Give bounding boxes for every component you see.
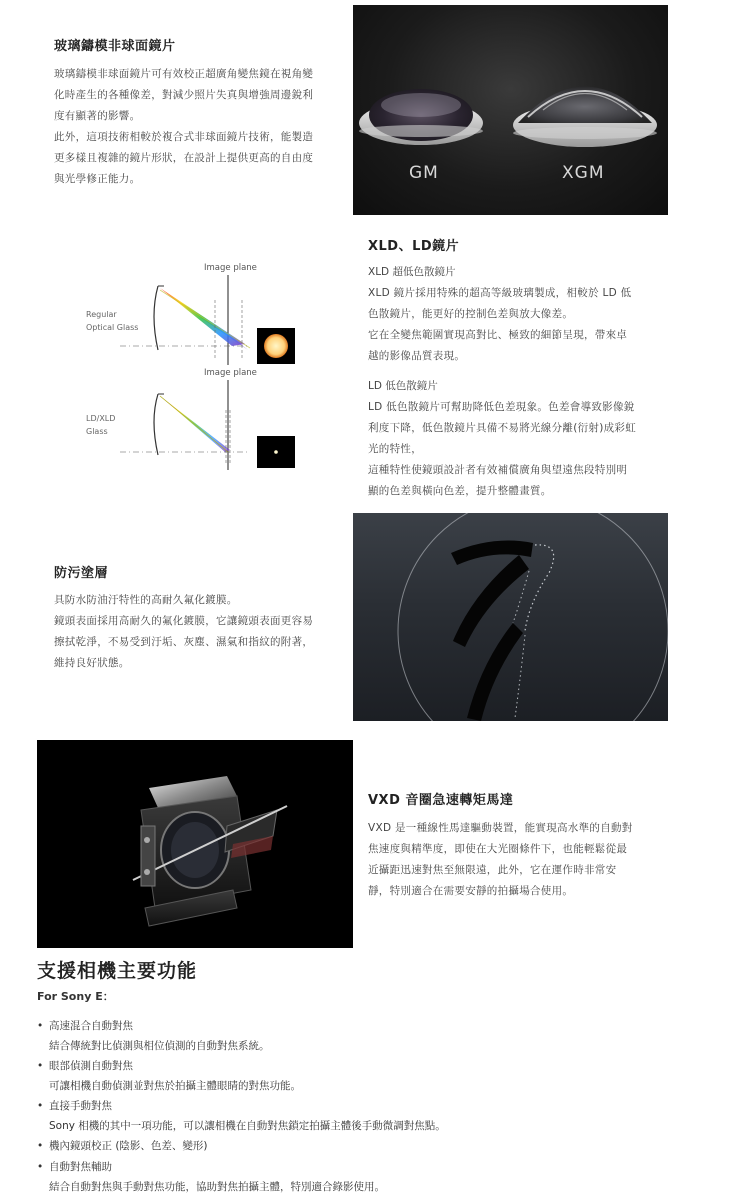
feature-item — [37, 1136, 737, 1156]
vxd-motor-illustration — [37, 740, 353, 948]
vxd-motor-image — [37, 740, 353, 948]
dispersion-diagram-svg — [80, 260, 310, 475]
gm-label: GM — [409, 163, 439, 183]
regular-glass-label: Regular Optical Glass — [86, 310, 139, 332]
dispersion-diagram — [80, 260, 310, 475]
xgm-label: XGM — [562, 163, 605, 183]
xld-subtitle: XLD 超低色散鏡片 — [368, 266, 456, 278]
feature-title: • 直接手動對焦 — [37, 1096, 737, 1116]
coating-text: 具防水防油汙特性的高耐久氟化鍍膜。 鏡頭表面採用高耐久的氟化鍍膜，它讓鏡頭表面更容易 擦拭乾淨，不易受到汙垢、灰塵、濕氣和指紋的附著， 維持良好狀態。 — [54, 594, 314, 669]
feature-item — [37, 1157, 737, 1197]
feature-item — [37, 1096, 737, 1136]
ld-subtitle: LD 低色散鏡片 — [368, 380, 438, 392]
feature-desc: 可讓相機自動偵測並對焦於拍攝主體眼睛的對焦功能。 — [49, 1080, 301, 1092]
feature-title: • 高速混合自動對焦 — [37, 1016, 737, 1036]
xld-text: XLD 鏡片採用特殊的超高等級玻璃製成，相較於 LD 低 色散鏡片，能更好的控制色差與放大像差。 它在全變焦範圍實現高對比、極致的細節呈現，帶來卓 越的影像品質表現。 — [368, 287, 632, 362]
coating-title: 防污塗層 — [54, 566, 109, 581]
features-title: 支援相機主要功能 — [37, 960, 198, 982]
feature-title: • 自動對焦輔助 — [37, 1157, 737, 1177]
lens-elements-illustration — [353, 5, 668, 215]
ld-xld-glass-label: LD/XLD Glass — [86, 414, 116, 436]
features-subtitle: For Sony E： — [37, 990, 114, 1003]
feature-item — [37, 1016, 737, 1056]
vxd-title: VXD 音圈急速轉矩馬達 — [368, 793, 514, 808]
gm-xgm-lens-image — [353, 5, 668, 215]
feature-title: • 眼部偵測自動對焦 — [37, 1056, 737, 1076]
image-plane-label-top: Image plane — [204, 263, 257, 273]
xld-ld-title: XLD、LD鏡片 — [368, 239, 460, 254]
aspherical-title: 玻璃鑄模非球面鏡片 — [54, 39, 176, 54]
image-plane-label-bottom: Image plane — [204, 368, 257, 378]
ld-text: LD 低色散鏡片可幫助降低色差現象。色差會導致影像銳 利度下降，低色散鏡片具備不易將光線分離(衍射)成彩虹 光的特性， 這種特性使鏡頭設計者有效補償廣角與望遠焦段特別明 顯的色差與橫向色差，提升整體畫質。 — [368, 401, 636, 497]
feature-desc: 結合傳統對比偵測與相位偵測的自動對焦系統。 — [49, 1040, 270, 1052]
feature-title: • 機內鏡頭校正 (陰影、色差、變形) — [37, 1136, 737, 1156]
aspherical-text: 玻璃鑄模非球面鏡片可有效校正超廣角變焦鏡在視角變 化時產生的各種像差，對減少照片失真與增強周邊銳利 度有顯著的影響。 此外，這項技術相較於複合式非球面鏡片技術，能製造 更多樣且複雜的鏡片形狀，在設計上提供更高的自由度 與光學修正能力。 — [54, 68, 314, 185]
feature-desc: Sony 相機的其中一項功能，可以讓相機在自動對焦鎖定拍攝主體後手動微調對焦點。 — [49, 1120, 446, 1132]
feature-desc: 結合自動對焦與手動對焦功能，協助對焦拍攝主體，特別適合錄影使用。 — [49, 1181, 385, 1193]
feature-item — [37, 1056, 737, 1096]
vxd-text: VXD 是一種線性馬達驅動裝置，能實現高水準的自動對 焦速度與精準度，即使在大光圈條件下，也能輕鬆從最 近攝距迅速對焦至無限遠，此外，它在運作時非常安 靜，特別適合在需要安靜的拍攝場合使用。 — [368, 822, 633, 897]
coating-water-drop-image — [353, 513, 668, 721]
coating-illustration — [353, 513, 668, 721]
